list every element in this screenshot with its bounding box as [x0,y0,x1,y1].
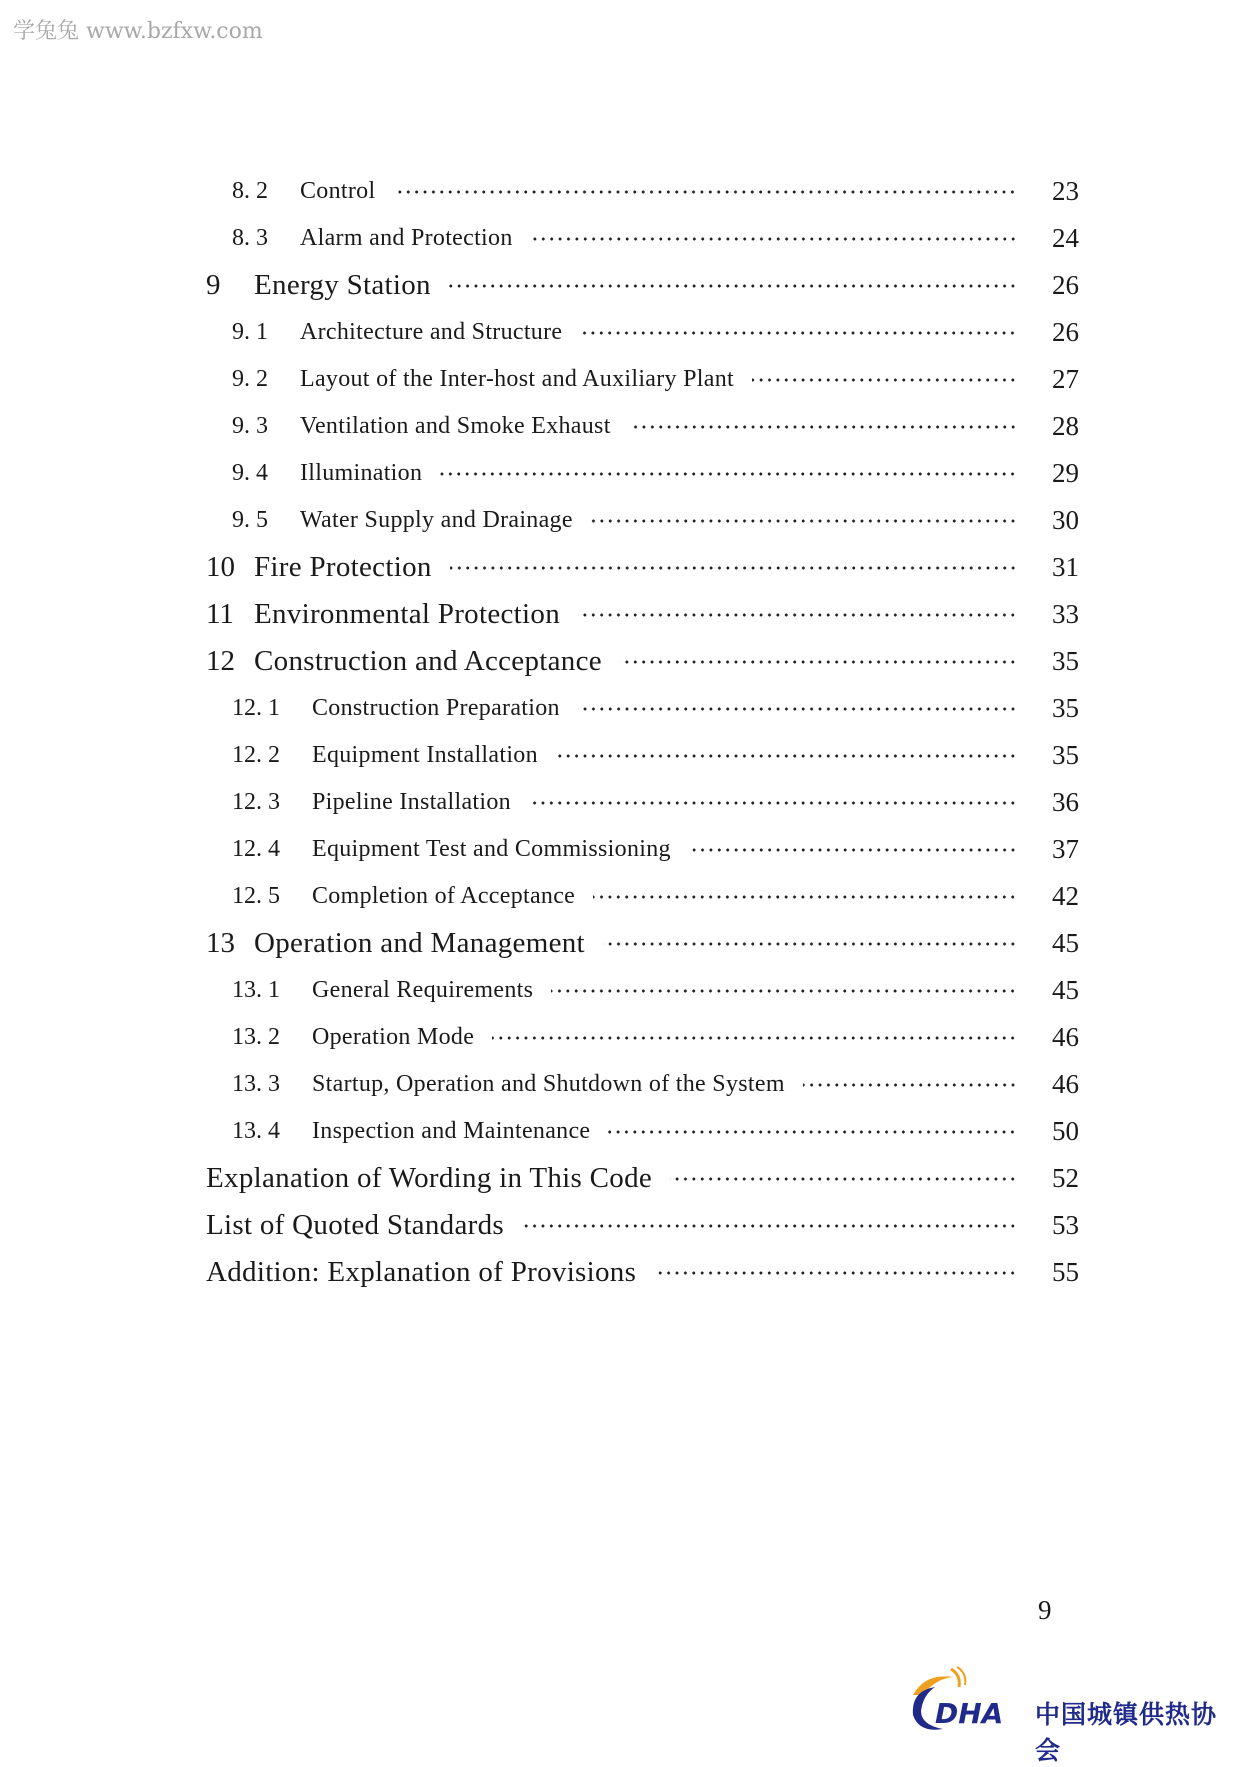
toc-entry[interactable] [0,638,1240,685]
toc-entry-title: Explanation of Wording in This Code [206,1162,653,1194]
toc-entry-page: 37 [1052,834,1079,864]
toc-entry-number: 10 [206,551,235,583]
toc-entry-page: 33 [1052,599,1079,629]
toc-entry-title: Addition: Explanation of Provisions [206,1256,637,1288]
toc-entry-page: 28 [1052,411,1079,441]
toc-entry[interactable] [0,215,1240,262]
toc-entry-title: Equipment Test and Commissioning [312,836,671,862]
page-number: 9 [1038,1595,1052,1625]
toc-entry-page: 23 [1052,176,1079,206]
toc-entry-title: Environmental Protection [254,598,560,630]
dot-leader [450,566,1017,570]
toc-entry-title: Water Supply and Drainage [300,507,573,533]
dot-leader [580,331,1017,335]
cdha-logo-icon [905,1665,1030,1735]
dot-leader [492,1036,1017,1040]
dot-leader [551,989,1017,993]
toc-entry-page: 26 [1052,270,1079,300]
toc-entry-page: 52 [1052,1163,1079,1193]
toc-entry-page: 27 [1052,364,1079,394]
dot-leader [449,284,1017,288]
toc-entry-page: 36 [1052,787,1079,817]
toc-entry-page: 30 [1052,505,1079,535]
toc-entry[interactable] [0,1202,1240,1249]
toc-entry[interactable] [0,544,1240,591]
dot-leader [578,707,1017,711]
toc-entry-page: 50 [1052,1116,1079,1146]
dot-leader [803,1083,1017,1087]
toc-entry-number: 13. 2 [232,1024,280,1050]
toc-entry-title: Operation and Management [254,927,585,959]
dot-leader [440,472,1017,476]
toc-entry[interactable] [0,920,1240,967]
dot-leader [529,801,1017,805]
toc-entry[interactable] [0,450,1240,497]
toc-entry[interactable] [0,1108,1240,1155]
toc-entry-page: 45 [1052,928,1079,958]
toc-entry-page: 35 [1052,740,1079,770]
watermark: 学兔兔 www.bzfxw.com [13,19,263,44]
dot-leader [670,1177,1017,1181]
toc-entry-title: Illumination [300,460,423,486]
toc-entry-number: 12. 5 [232,883,280,909]
toc-entry[interactable] [0,779,1240,826]
toc-entry[interactable] [0,1061,1240,1108]
dot-leader [531,237,1017,241]
toc-entry-page: 46 [1052,1022,1079,1052]
toc-entry[interactable] [0,873,1240,920]
toc-entry-title: Control [300,178,376,204]
toc-entry-number: 13. 3 [232,1071,280,1097]
toc-entry-title: Construction Preparation [312,695,560,721]
toc-entry-page: 29 [1052,458,1079,488]
toc-entry-number: 12. 4 [232,836,280,862]
toc-entry-title: Inspection and Maintenance [312,1118,591,1144]
toc-entry-number: 13. 4 [232,1118,280,1144]
toc-entry[interactable] [0,826,1240,873]
cdha-logo [905,1665,1225,1765]
dot-leader [591,519,1017,523]
toc-entry[interactable] [0,967,1240,1014]
toc-entry-page: 55 [1052,1257,1079,1287]
svg-text:DHA: DHA [935,1697,1004,1730]
toc-entry-number: 9 [206,269,221,301]
dot-leader [393,190,1017,194]
toc-entry-number: 8. 3 [232,225,268,251]
toc-entry-number: 12. 2 [232,742,280,768]
dot-leader [654,1271,1017,1275]
dot-leader [629,425,1017,429]
toc-entry-title: Completion of Acceptance [312,883,576,909]
toc-entry-number: 13. 1 [232,977,280,1003]
toc-entry-title: Architecture and Structure [300,319,563,345]
toc-entry-title: General Requirements [312,977,534,1003]
toc-entry-number: 9. 3 [232,413,268,439]
toc-entry[interactable] [0,1249,1240,1296]
dot-leader [522,1224,1017,1228]
toc-entry[interactable] [0,403,1240,450]
toc-entry-title: Fire Protection [254,551,432,583]
dot-leader [593,895,1017,899]
toc-entry[interactable] [0,309,1240,356]
dot-leader [603,942,1017,946]
dot-leader [689,848,1017,852]
toc-entry-page: 35 [1052,646,1079,676]
toc-entry[interactable] [0,732,1240,779]
toc-entry-number: 12 [206,645,235,677]
toc-entry-page: 45 [1052,975,1079,1005]
toc-entry-number: 12. 1 [232,695,280,721]
toc-entry-title: Ventilation and Smoke Exhaust [300,413,611,439]
toc-entry-number: 13 [206,927,235,959]
toc-entry[interactable] [0,168,1240,215]
dot-leader [752,378,1017,382]
toc-entry-page: 26 [1052,317,1079,347]
toc-entry-page: 46 [1052,1069,1079,1099]
dot-leader [556,754,1017,758]
toc-entry-page: 53 [1052,1210,1079,1240]
toc-entry-number: 9. 1 [232,319,268,345]
toc-entry[interactable] [0,497,1240,544]
toc-entry-page: 24 [1052,223,1079,253]
toc-entry-title: Layout of the Inter-host and Auxiliary Plant [300,366,734,392]
toc-entry[interactable] [0,356,1240,403]
toc-entry-number: 9. 5 [232,507,268,533]
toc-entry-number: 8. 2 [232,178,268,204]
dot-leader [620,660,1017,664]
toc-entry-page: 31 [1052,552,1079,582]
dot-leader [578,613,1017,617]
toc-entry-title: Startup, Operation and Shutdown of the System [312,1071,785,1097]
toc-entry-title: Equipment Installation [312,742,538,768]
toc-entry-page: 42 [1052,881,1079,911]
toc-entry-page: 35 [1052,693,1079,723]
toc-entry-title: Energy Station [254,269,431,301]
dot-leader [608,1130,1017,1134]
toc-entry-title: Operation Mode [312,1024,475,1050]
toc-entry-title: Alarm and Protection [300,225,513,251]
toc-entry-number: 9. 2 [232,366,268,392]
logo-name-cn: 中国城镇供热协会 [1035,1700,1218,1765]
toc-entry[interactable] [0,1155,1240,1202]
toc-entry[interactable] [0,591,1240,638]
toc-entry[interactable] [0,1014,1240,1061]
toc-entry-number: 9. 4 [232,460,268,486]
toc-entry-title: Construction and Acceptance [254,645,602,677]
toc-entry[interactable] [0,262,1240,309]
toc-entry-title: Pipeline Installation [312,789,511,815]
toc-entry-title: List of Quoted Standards [206,1209,504,1241]
toc-entry-number: 12. 3 [232,789,280,815]
toc-entry-number: 11 [206,598,234,630]
toc-entry[interactable] [0,685,1240,732]
